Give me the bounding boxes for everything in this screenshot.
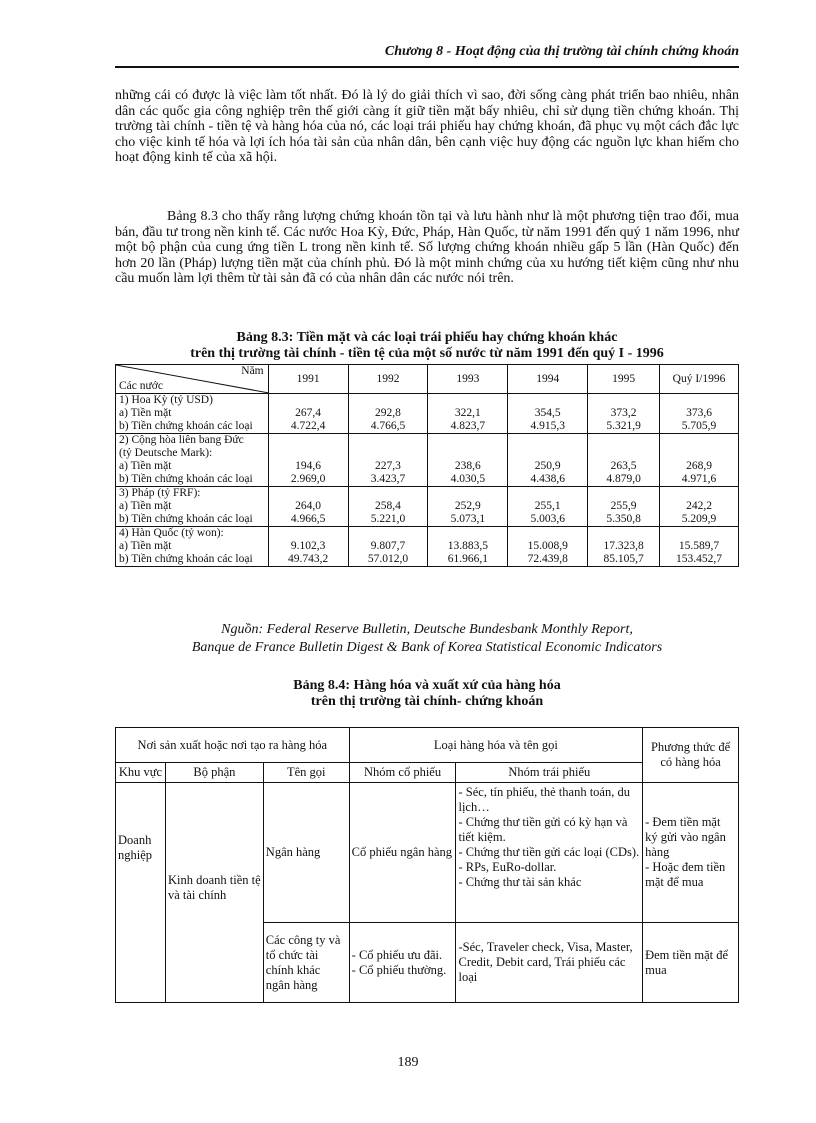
value-cell: 322,1 4.823,7: [428, 394, 508, 434]
row-label-securities: b) Tiền chứng khoán các loại: [119, 473, 253, 485]
value-cell: 15.589,7 153.452,7: [660, 527, 739, 567]
table-header-row: [116, 728, 739, 763]
row-label-securities: b) Tiền chứng khoán các loại: [119, 420, 253, 432]
value-cell: 263,5 4.879,0: [588, 434, 660, 487]
subheader-stocks: Nhóm cổ phiếu: [349, 763, 456, 783]
source-line-1: Nguồn: Federal Reserve Bulletin, Deutsche Bundesbank Monthly Report,: [221, 622, 633, 637]
bonds-cell: -Séc, Traveler check, Visa, Master, Credit, Debit card, Trái phiếu các loại: [456, 923, 643, 1003]
diagonal-corner-cell: [116, 365, 269, 394]
year-header: 1991: [268, 365, 348, 394]
value-cell: 17.323,8 85.105,7: [588, 527, 660, 567]
header-types: Loại hàng hóa và tên gọi: [349, 728, 642, 763]
table-row: [116, 487, 739, 527]
subheader-region: Khu vực: [116, 763, 166, 783]
country-title: 3) Pháp (tỷ FRF):: [119, 487, 201, 499]
year-header: Quý I/1996: [660, 365, 739, 394]
header-origin: Nơi sản xuất hoặc nơi tạo ra hàng hóa: [116, 728, 350, 763]
stocks-cell: - Cổ phiếu ưu đãi. - Cổ phiếu thường.: [349, 923, 456, 1003]
value-cell: 250,9 4.438,6: [508, 434, 588, 487]
value-cell: 238,6 4.030,5: [428, 434, 508, 487]
caption-line-2: trên thị trường tài chính- chứng khoán: [310, 694, 544, 709]
subheader-name: Tên gọi: [263, 763, 349, 783]
value-cell: 194,6 2.969,0: [268, 434, 348, 487]
table-header-row: [116, 365, 739, 394]
row-label-securities: b) Tiền chứng khoán các loại: [119, 553, 253, 565]
country-cell: [116, 487, 269, 527]
value-cell: 242,2 5.209,9: [660, 487, 739, 527]
table-row: [116, 394, 739, 434]
table-row: [116, 434, 739, 487]
value-cell: 13.883,5 61.966,1: [428, 527, 508, 567]
method-cell: - Đem tiền mặt ký gửi vào ngân hàng - Hoặc đem tiền mặt để mua: [643, 783, 739, 923]
value-cell: 9.102,3 49.743,2: [268, 527, 348, 567]
value-cell: 227,3 3.423,7: [348, 434, 428, 487]
country-cell: [116, 394, 269, 434]
bonds-cell: - Séc, tín phiếu, thẻ thanh toán, du lịch… - Chứng thư tiền gửi có kỳ hạn và tiết kiệm. - Chứng thư tiền gửi các loại (CDs). - RPs, EuRo-dollar. - Chứng thư tài sản khác: [456, 783, 643, 923]
source-line-2: Banque de France Bulletin Digest & Bank of Korea Statistical Economic Indicators: [191, 640, 663, 655]
table-8-4-caption: [115, 678, 739, 710]
row-label-cash: a) Tiền mặt: [119, 500, 172, 512]
division-cell: Kinh doanh tiền tệ và tài chính: [165, 783, 263, 1003]
paragraph-2: Bảng 8.3 cho thấy rằng lượng chứng khoán tồn tại và lưu hành như là một phương tiện trao đổi, mua bán, đầu tư trong nền kinh tế. Các nước Hoa Kỳ, Đức, Pháp, Hàn Quốc, từ năm 1991 đến quý 1 năm 1996, như một bộ phận của cung ứng tiền L trong nền kinh tế. Số lượng chứng khoán nhiều gấp 5 lần (Hàn Quốc) đến hơn 20 lần (Pháp) lượng tiền mặt của chính phủ. Đó là một minh chứng của xu hướng tiết kiệm cũng như nhu cầu muốn làm lợi thêm từ tài sản đã có của nhân dân các nước nói trên.: [115, 209, 739, 286]
value-cell: 258,4 5.221,0: [348, 487, 428, 527]
value-cell: 354,5 4.915,3: [508, 394, 588, 434]
row-label-securities: b) Tiền chứng khoán các loại: [119, 513, 253, 525]
row-label-cash: a) Tiền mặt: [119, 407, 172, 419]
table-row: [116, 783, 739, 923]
table-row: [116, 527, 739, 567]
name-cell: Ngân hàng: [263, 783, 349, 923]
region-cell: Doanh nghiệp: [116, 783, 166, 1003]
caption-line-1: Bảng 8.4: Hàng hóa và xuất xứ của hàng hóa: [293, 678, 561, 693]
year-header: 1995: [588, 365, 660, 394]
year-header: 1992: [348, 365, 428, 394]
country-title: 1) Hoa Kỳ (tỷ USD): [119, 394, 213, 406]
value-cell: 255,9 5.350,8: [588, 487, 660, 527]
source-note: [115, 621, 739, 657]
value-cell: 264,0 4.966,5: [268, 487, 348, 527]
caption-line-2: trên thị trường tài chính - tiền tệ của một số nước từ năm 1991 đến quý I - 1996: [190, 346, 664, 361]
value-cell: 373,2 5.321,9: [588, 394, 660, 434]
country-title: 2) Cộng hòa liên bang Đức: [119, 434, 244, 446]
country-title: 4) Hàn Quốc (tỷ won):: [119, 527, 224, 539]
row-label-cash: a) Tiền mặt: [119, 460, 172, 472]
header-method: Phương thức để có hàng hóa: [643, 728, 739, 783]
country-cell: [116, 527, 269, 567]
page-number: 189: [397, 1055, 419, 1070]
header-rule: [115, 66, 739, 68]
value-cell: 255,1 5.003,6: [508, 487, 588, 527]
value-cell: 252,9 5.073,1: [428, 487, 508, 527]
table-8-4: [115, 727, 739, 1003]
table-8-3-caption: [115, 330, 739, 362]
row-label-cash: a) Tiền mặt: [119, 540, 172, 552]
caption-line-1: Bảng 8.3: Tiền mặt và các loại trái phiếu hay chứng khoán khác: [236, 330, 618, 345]
year-header: 1993: [428, 365, 508, 394]
year-header: 1994: [508, 365, 588, 394]
value-cell: 292,8 4.766,5: [348, 394, 428, 434]
country-cell: [116, 434, 269, 487]
name-cell: Các công ty và tổ chức tài chính khác ngân hàng: [263, 923, 349, 1003]
subheader-division: Bộ phận: [165, 763, 263, 783]
value-cell: 9.807,7 57.012,0: [348, 527, 428, 567]
paragraph-1: những cái có được là việc làm tốt nhất. Đó là lý do giải thích vì sao, đời sống càng phát triển bao nhiêu, nhân dân các quốc gia công nghiệp trên thế giới càng ít giữ tiền mặt bấy nhiêu, chỉ sử dụng tiền chứng khoán. Thị trường tài chính - tiền tệ và hàng hóa của nó, các loại trái phiếu hay chứng khoán, đã phục vụ một cách đắc lực cho việc kinh tế hóa và lợi ích hóa tài sản của nhân dân, bên cạnh việc huy động các nguồn lực khan hiếm cho hoạt động kinh tế của xã hội.: [115, 88, 739, 165]
value-cell: 373,6 5.705,9: [660, 394, 739, 434]
chapter-header: Chương 8 - Hoạt động của thị trường tài chính chứng khoán: [384, 44, 739, 59]
method-cell: Đem tiền mặt để mua: [643, 923, 739, 1003]
stocks-cell: Cổ phiếu ngân hàng: [349, 783, 456, 923]
corner-country-label: Các nước: [119, 380, 163, 392]
subheader-bonds: Nhóm trái phiếu: [456, 763, 643, 783]
corner-year-label: Năm: [241, 365, 264, 377]
country-title-unit: (tỷ Deutsche Mark):: [119, 447, 213, 459]
value-cell: 268,9 4.971,6: [660, 434, 739, 487]
value-cell: 267,4 4.722,4: [268, 394, 348, 434]
table-8-3: [115, 364, 739, 567]
value-cell: 15.008,9 72.439,8: [508, 527, 588, 567]
